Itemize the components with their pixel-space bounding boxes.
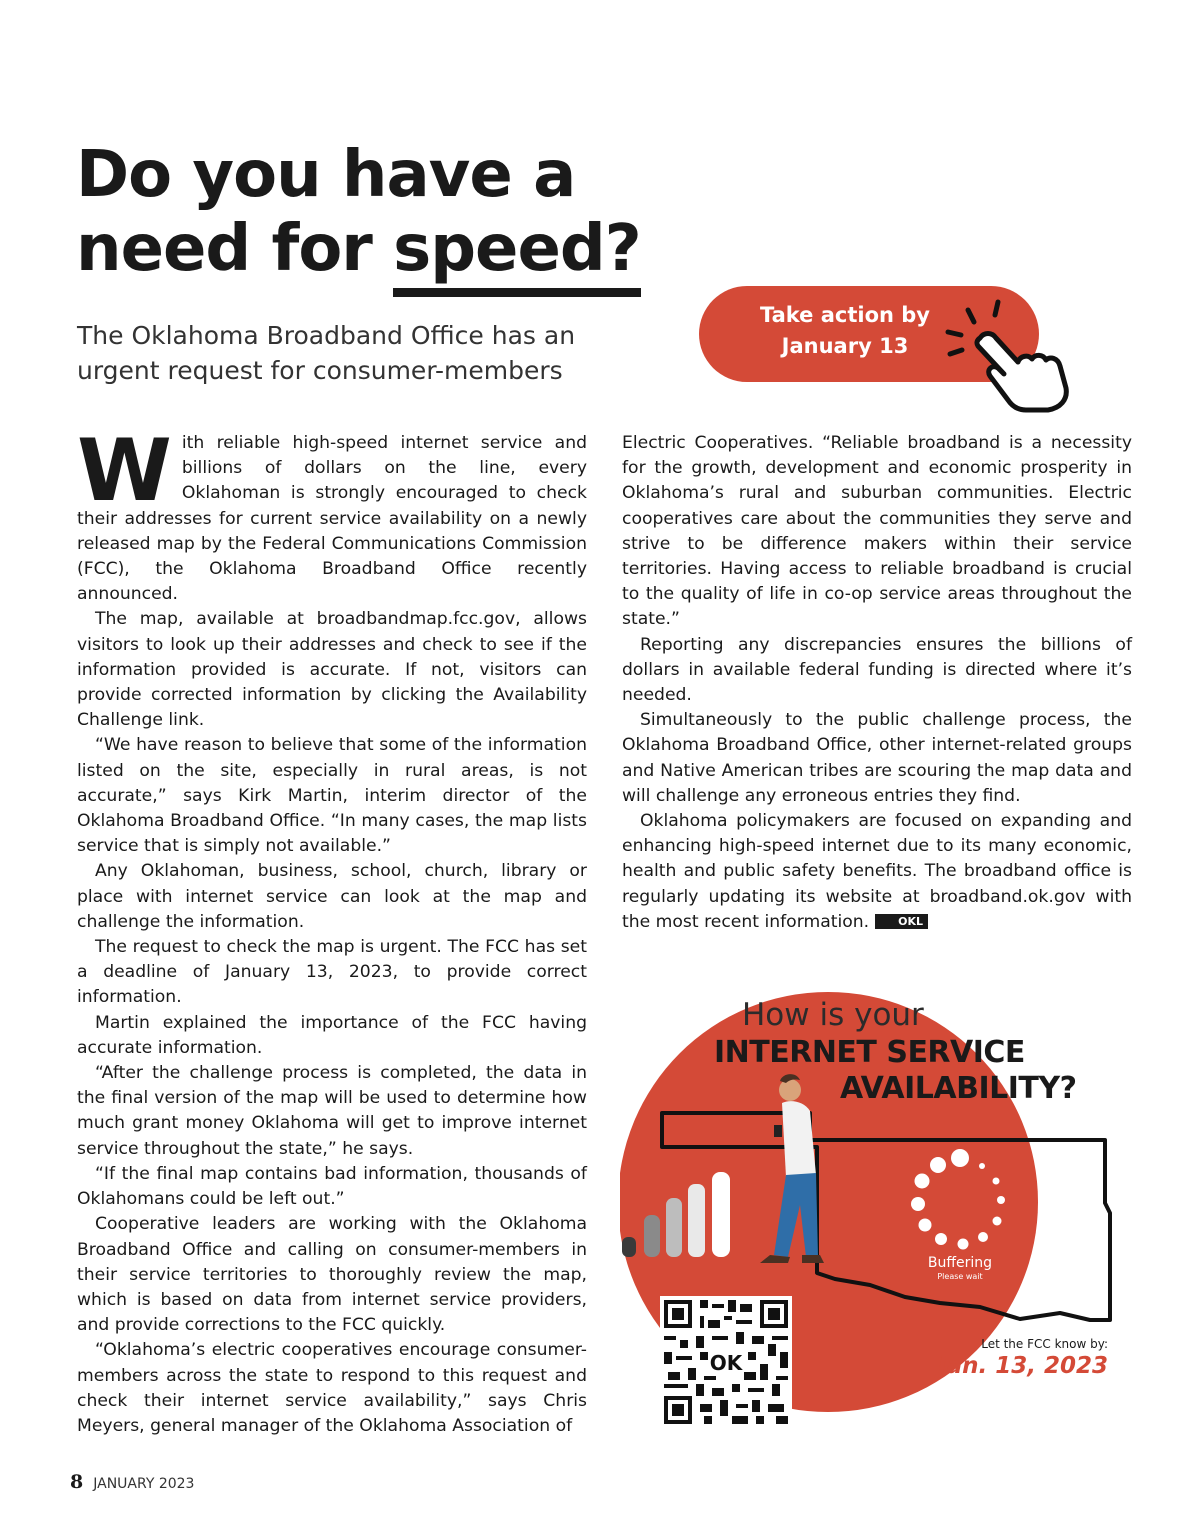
article-paragraph: The map, available at broadbandmap.fcc.gov, allows visitors to look up their addresses and check to see if the information provided is accurate. If not, visitors can provide corrected information by clicking the Availability Challenge link.: [77, 609, 587, 731]
pointing-hand-icon: [940, 296, 1080, 414]
article-paragraph: Oklahoma policymakers are focused on expanding and enhancing high-speed internet due to its many economic, health and public safety benefits. The broadband office is regularly updating its website at broadband.ok.gov with the most recent information.: [622, 811, 1132, 932]
signal-bar-3: [666, 1198, 682, 1257]
headline-line-1: Do you have a: [76, 138, 576, 212]
deck-line-1: The Oklahoma Broadband Office has an: [77, 321, 576, 350]
take-action-line-1: Take action by: [759, 303, 930, 327]
article-paragraph: “Oklahoma’s electric cooperatives encourage consumer-members across the state to respond to this request and check their internet service availability,” says Chris Meyers, general manager of the Oklahoma Association of: [77, 1340, 587, 1436]
deck: [77, 318, 637, 388]
ad-how-text: How is your: [742, 997, 924, 1033]
article-paragraph: Cooperative leaders are working with the Oklahoma Broadband Office and calling on consumer-members in their service territories to thoroughly review the map, which is based on data from internet service providers, and provide corrections to the FCC quickly.: [77, 1214, 587, 1336]
take-action-text: [730, 300, 960, 362]
article-paragraph: The request to check the map is urgent. The FCC has set a deadline of January 13, 2023, to provide correct information.: [77, 937, 587, 1008]
article-paragraph: Reporting any discrepancies ensures the billions of dollars in available federal funding is directed where it’s needed.: [622, 634, 1132, 706]
ad-availability: AVAILABILITY?: [840, 1071, 1077, 1106]
signal-bar-1: [622, 1237, 636, 1257]
page-number: 8: [70, 1471, 84, 1493]
article-column-2: [622, 431, 1132, 935]
headline-line-2: [76, 212, 641, 286]
let-fcc-know-label: Let the FCC know by:: [981, 1337, 1108, 1351]
page-footer: [70, 1471, 194, 1493]
take-action-line-2: January 13: [781, 334, 909, 358]
article-paragraph: Simultaneously to the public challenge process, the Oklahoma Broadband Office, other internet-related groups and Native American tribes are scouring the map data and will challenge any erroneous entries they find.: [622, 710, 1132, 806]
buffering-label: Buffering: [927, 1255, 993, 1271]
article-paragraph: “After the challenge process is completed, the data in the final version of the map will be used to determine how much grant money Oklahoma will get to improve internet service throughout the state,” he says.: [77, 1063, 587, 1159]
article-paragraph: ith reliable high-speed internet service and billions of dollars on the line, every Oklahoman is strongly encouraged to check their addresses for current service availability on a newly released map by the Federal Communications Commission (FCC), the Oklahoma Broadband Office recently announced.: [77, 433, 587, 605]
drop-cap: W: [77, 421, 172, 521]
svg-text:OK: OK: [709, 1351, 743, 1375]
headline-underline: [393, 288, 641, 297]
headline-line-2-pre: need for: [76, 212, 394, 286]
article-paragraph: “We have reason to believe that some of the information listed on the site, especially in rural areas, is not accurate,” says Kirk Martin, interim director of the Oklahoma Broadband Office. “In many cases, the map lists service that is simply not available.”: [77, 735, 587, 857]
qr-code-icon[interactable]: [660, 1296, 792, 1428]
signal-bar-4: [688, 1184, 705, 1257]
signal-bar-2: [644, 1215, 660, 1257]
ad-internet-service: INTERNET SERVICE: [714, 1035, 1025, 1070]
end-mark: OKL: [875, 914, 928, 929]
deadline-date: Jan. 13, 2023: [938, 1353, 1108, 1379]
deck-line-2: urgent request for consumer-members: [77, 356, 563, 385]
article-column-1: [77, 421, 587, 1439]
signal-bar-5: [712, 1172, 730, 1257]
headline: [76, 138, 641, 286]
issue-date: JANUARY 2023: [93, 1476, 195, 1492]
article-paragraph: Any Oklahoman, business, school, church, library or place with internet service can look at the map and challenge the information.: [77, 861, 587, 932]
headline-emphasis: speed?: [393, 212, 641, 286]
article-paragraph: “If the final map contains bad information, thousands of Oklahomans could be left out.”: [77, 1163, 587, 1210]
article-paragraph: Martin explained the importance of the FCC having accurate information.: [77, 1012, 587, 1058]
article-paragraph: Electric Cooperatives. “Reliable broadband is a necessity for the growth, development and economic prosperity in Oklahoma’s rural and suburban communities. Electric cooperatives care about the communities they serve and strive to be difference makers within their service territories. Having access to reliable broadband is crucial to the quality of life in co-op service areas throughout the state.”: [622, 433, 1132, 630]
please-wait-label: Please wait: [937, 1272, 983, 1281]
